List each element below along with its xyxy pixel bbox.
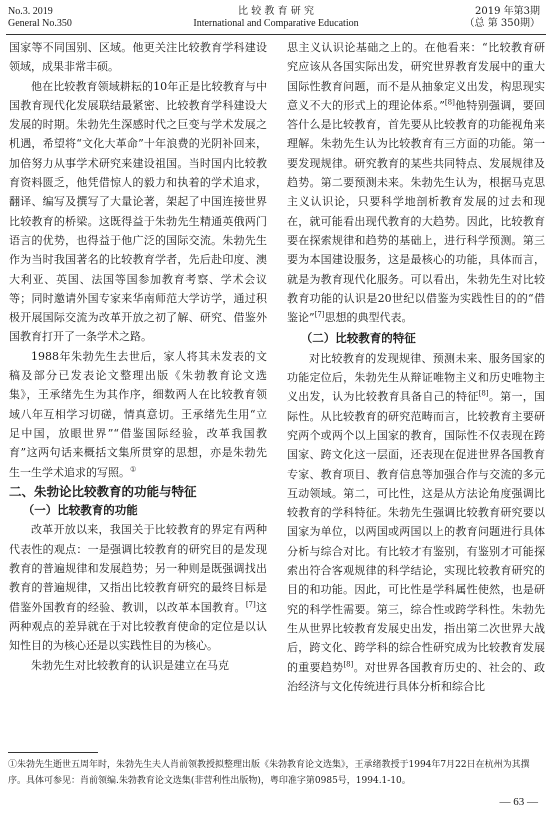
paragraph-text: 思主义认识论基础之上的。在他看来：“比较教育研究应该从各国实际出发，研究世界教育发展中的重大国际性教育问题，而不是从抽象定义出发，构思现实意义不大的形式上的理论体系。” bbox=[287, 41, 545, 112]
paragraph-text: 。第一，国际性。从比较教育的研究范畴而言，比较教育主要研究两个或两个以上国家的教育，国际性不仅表现在跨国家、跨文化这一层面，还表现在促进世界各国教育专家、教育项目、教育信息等加强合作与交流的多元互动领域。第二，可比性，这是从方法论角度强调比较教育的学科特征。朱勃先生强调比较教育研究要以国家为单位，以两国或两国以上的教育问题进行具体分析与综合对比。有比较才有鉴别，有鉴别才可能探索出符合客观规律的科学结论，实现比较教育研究的目的和功能。因此，可比性是学科属性使然，也是研究的科学性需要。第三，综合性或跨学科性。朱勃先生从世界比较教育发展史出发，指出第二次世界大战后，跨文化、跨学科的综合性研究成为比较教育发展的重要趋势 bbox=[287, 390, 546, 674]
right-column bbox=[287, 38, 545, 696]
paragraph bbox=[287, 349, 545, 696]
header-rule bbox=[6, 34, 546, 35]
issue-number: No.3. 2019 bbox=[8, 6, 53, 17]
subsection-heading: （二）比较教育的特征 bbox=[300, 331, 416, 346]
running-header bbox=[0, 0, 552, 34]
subsection-heading: （一）比较教育的功能 bbox=[22, 503, 138, 518]
citation-ref[interactable]: [8] bbox=[343, 659, 354, 668]
citation-ref[interactable]: [8] bbox=[478, 389, 489, 398]
citation-ref[interactable]: [8] bbox=[444, 98, 455, 107]
paragraph-text: 思想的典型代表。 bbox=[324, 311, 413, 325]
paragraph: 他在比较教育领域耕耘的10年正是比较教育与中国教育现代化发展联结最紧密、比较教育学科建设大发展的时期。朱勃先生深感时代之巨变与学术发展之机遇，希望将“文化大革命”十年浪费的光阴补回来，加倍努力从事学术研究来建设祖国。当时国内比较教育资料匮乏，他凭借惊人的毅力和执着的学术追求，翻译、编写及撰写了大量论著，架起了中国连接世界比较教育的桥梁。这既得益于朱勃先生精通英俄两门语言的优势，也得益于他广泛的国际交流。朱勃先生作为当时我国著名的比较教育学者，先后赴印度、澳大利亚、英国、法国等国参加教育考察、学术会议等；同时邀请外国专家来华南师范大学访学，通过积极开展国际交流为改革开放之初了解、研究、借鉴外国教育打开了一条学术之路。 bbox=[9, 79, 267, 344]
paragraph-text: 这两种观点的差异就在于对比较教育使命的定位是以认知性目的为核心还是以实践性目的为核心。 bbox=[9, 600, 268, 653]
paragraph-text: 他特别强调，要回答什么是比较教育，首先要从比较教育的功能视角来理解。朱勃先生认为比较教育有三方面的功能。第一要发现规律。研究教育的某些共同特点、发展规律及趋势。第二要预测未来。朱勃先生认为，根据马克思主义认识论，只要科学地剖析教育发展的过去和现在，就可能看出现代教育的大趋势。因此，比较教育要在探索规律和趋势的基础上，进行科学预测。第三要为本国建设服务，这是最核心的功能，具体而言，就是为教育现代化服务。可以看出，朱勃先生对比较教育功能的认识是20世纪以借鉴为实践性目的的“借鉴论” bbox=[287, 98, 546, 325]
citation-ref[interactable]: [7] bbox=[314, 310, 325, 319]
paragraph bbox=[287, 38, 545, 327]
page-number: — 63 — bbox=[499, 796, 538, 808]
paragraph-text: 。对世界各国教育历史的、社会的、政治经济与文化传统进行具体分析和综合比 bbox=[287, 660, 546, 693]
issue-info-cn bbox=[465, 6, 540, 30]
journal-title-cn: 比 较 教 育 研 究 bbox=[238, 6, 314, 17]
paragraph-text: 1988年朱勃先生去世后，家人将其未发表的文稿及部分已发表论文整理出版《朱勃教育论文选集》，王承绪先生为其作序，细数两人在比较教育领域八年互相学习切磋，情真意切。王承绪先生用“立足中国，放眼世界”“借鉴国际经验，改革我国教育”这两句话来概括文集所贯穿的思想，亦是朱勃先生一生学术追求的写照。 bbox=[9, 349, 267, 479]
paragraph-text: 改革开放以来，我国关于比较教育的界定有两种代表性的观点：一是强调比较教育的研究目的是发现教育的普遍规律和发展趋势；另一种则是既强调找出教育的普遍规律，又指出比较教育研究的最终目标是借鉴外国教育的经验、教训，以改革本国教育。 bbox=[9, 523, 267, 614]
section-heading: 二、朱勃论比较教育的功能与特征 bbox=[9, 483, 197, 499]
paragraph: 国家等不同国别、区域。他更关注比较教育学科建设领域，成果非常丰硕。 bbox=[9, 41, 267, 74]
general-number: General No.350 bbox=[8, 18, 72, 29]
footnote: ①朱勃先生逝世五周年时，朱勃先生夫人肖前领教授拟整理出版《朱勃教育论文选集》，王承绪教授于1994年7月22日在杭州为其撰序。具体可参见：肖前领编.朱勃教育论文选集(非营利性出版物)，粤印准字第0985号，1994.1-10。 bbox=[8, 760, 530, 786]
paragraph: 朱勃先生对比较教育的认识是建立在马克 bbox=[31, 658, 229, 672]
footnote-ref[interactable]: ① bbox=[130, 464, 137, 473]
citation-ref[interactable]: [7] bbox=[245, 599, 256, 608]
paragraph-text: 对比较教育的发现规律、预测未来、服务国家的功能定位后，朱勃先生从辩证唯物主义和历史唯物主义出发，认为比较教育具备自己的特征 bbox=[287, 351, 545, 404]
left-column bbox=[9, 38, 267, 675]
issue-year: 2019 年第3期 bbox=[475, 6, 540, 17]
footnote-rule bbox=[8, 752, 98, 753]
paragraph bbox=[9, 520, 267, 655]
paragraph bbox=[9, 347, 267, 482]
journal-title-en: International and Comparative Education bbox=[193, 18, 359, 29]
issue-total: （总 第 350期） bbox=[464, 18, 540, 29]
